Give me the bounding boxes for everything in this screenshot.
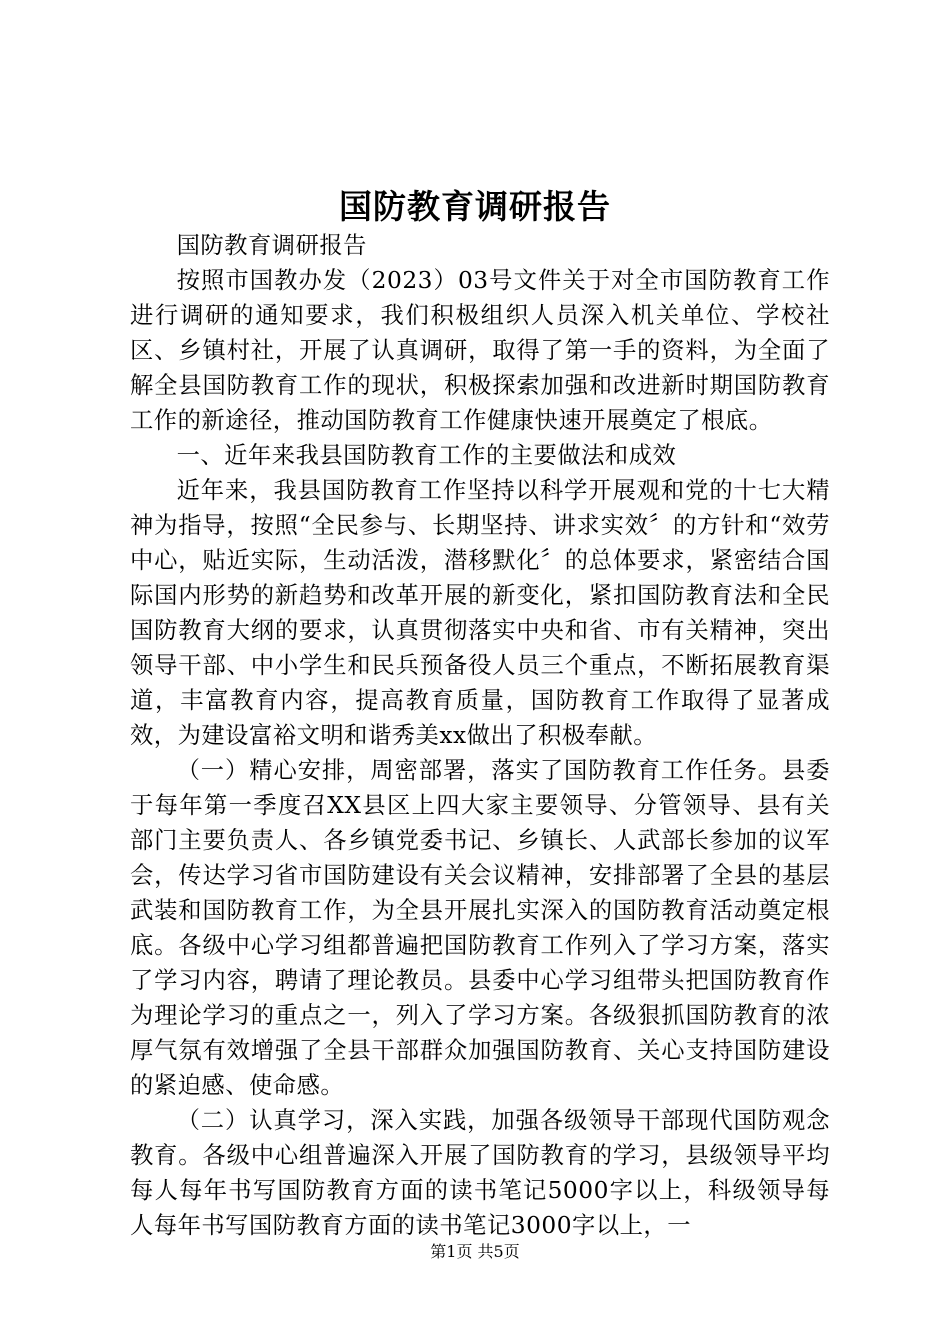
section-heading: 一、近年来我县国防教育工作的主要做法和成效 xyxy=(176,442,677,469)
body-paragraph: （一）精心安排，周密部署，落实了国防教育工作任务。县委于每年第一季度召XX县区上四大家主要领导、分管领导、县有关部门主要负责人、各乡镇党委书记、乡镇长、人武部长参加的议军会，传达学习省市国防建设有关会议精神，安排部署了全县的基层武装和国防教育工作，为全县开展扎实深入的国防教育活动奠定根底。各级中心学习组都普遍把国防教育工作列入了学习方案，落实了学习内容，聘请了理论教员。县委中心学习组带头把国防教育作为理论学习的重点之一，列入了学习方案。各级狠抓国防教育的浓厚气氛有效增强了全县干部群众加强国防教育、关心支持国防建设的紧迫感、使命感。 xyxy=(130,757,830,1099)
body-paragraph: 按照市国教办发（2023）03号文件关于对全市国防教育工作进行调研的通知要求，我们积极组织人员深入机关单位、学校社区、乡镇村社，开展了认真调研，取得了第一手的资料，为全面了解全县国防教育工作的现状，积极探索加强和改进新时期国防教育工作的新途径，推动国防教育工作健康快速开展奠定了根底。 xyxy=(130,267,830,434)
body-paragraph: 近年来，我县国防教育工作坚持以科学开展观和党的十七大精神为指导，按照“全民参与、长期坚持、讲求实效〞的方针和“效劳中心，贴近实际，生动活泼，潜移默化〞的总体要求，紧密结合国际国内形势的新趋势和改革开展的新变化，紧扣国防教育法和全民国防教育大纲的要求，认真贯彻落实中央和省、市有关精神，突出领导干部、中小学生和民兵预备役人员三个重点，不断拓展教育渠道，丰富教育内容，提高教育质量，国防教育工作取得了显著成效，为建设富裕文明和谐秀美xx做出了积极奉献。 xyxy=(130,477,830,749)
body-paragraph: （二）认真学习，深入实践，加强各级领导干部现代国防观念教育。各级中心组普遍深入开展了国防教育的学习，县级领导平均每人每年书写国防教育方面的读书笔记5000字以上，科级领导每人每年书写国防教育方面的读书笔记3000字以上，一 xyxy=(130,1107,830,1239)
subtitle-paragraph: 国防教育调研报告 xyxy=(176,232,367,259)
document-body xyxy=(130,228,830,1243)
document-title: 国防教育调研报告 xyxy=(339,187,611,226)
page-footer: 第1页 共5页 xyxy=(430,1242,520,1261)
